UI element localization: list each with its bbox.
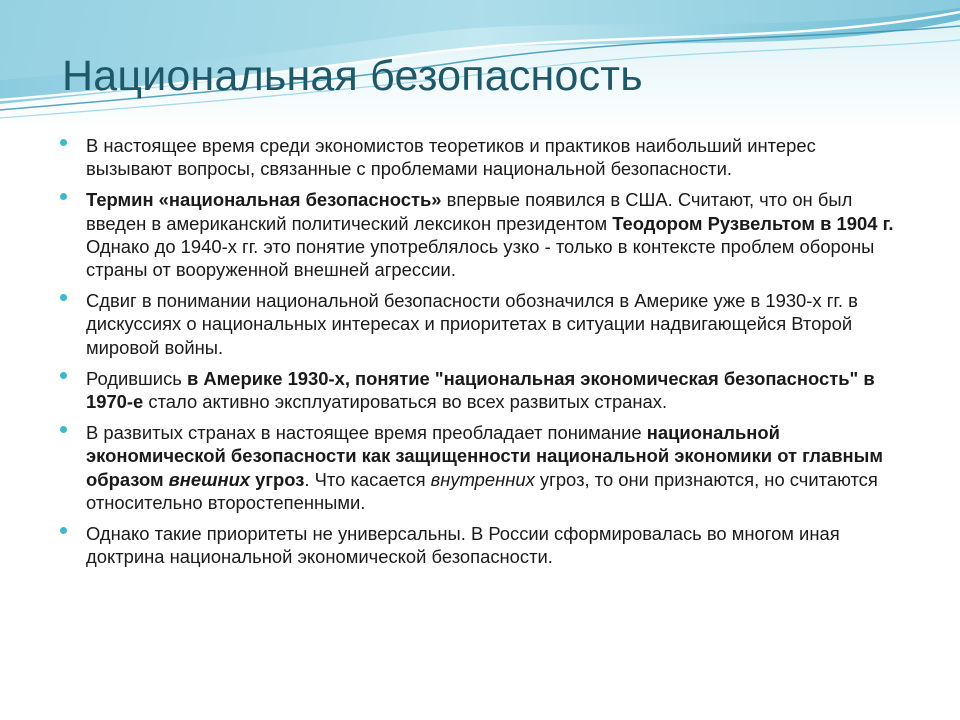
bullet-dot-icon [60,426,67,433]
bullet-text-segment: Теодором Рузвельтом в 1904 г. [612,212,894,234]
bullet-text-segment: впервые появился в США. Считают, что он был введен в американский политический лексикон президентом [86,189,853,234]
bullet-text-segment: Термин «национальная безопасность» [86,189,442,211]
bullet-item [58,421,898,514]
bullet-item [58,289,898,359]
bullet-text-segment: Родившись [86,367,187,389]
bullet-text-segment: Сдвиг в понимании национальной безопасности обозначился в Америке уже в 1930-х гг. в дискуссиях о национальных интересах и приоритетах в ситуации надвигающейся Второй мировой войны. [86,290,858,358]
bullet-text-segment: угроз [250,468,305,490]
bullet-text-segment: внутренних [430,468,535,490]
bullet-item [58,522,898,568]
bullet-text-segment: В настоящее время среди экономистов теоретиков и практиков наибольший интерес вызывают вопросы, связанные с проблемами национальной безопасности. [86,135,816,180]
bullet-text-segment: Однако такие приоритеты не универсальны. В России сформировалась во многом иная доктрина национальной экономической безопасности. [86,523,840,568]
bullet-text-segment: в Америке 1930-х, понятие "национальная экономическая безопасность" в 1970-е [86,367,875,413]
bullet-dot-icon [60,372,67,379]
bullet-text-segment: угроз, то они признаются, но считаются относительно второстепенными. [86,468,878,513]
bullet-dot-icon [60,294,67,301]
bullet-dot-icon [60,193,67,200]
bullet-dot-icon [60,139,67,146]
bullet-text-segment: В развитых странах в настоящее время преобладает понимание [86,422,647,444]
bullet-list [58,134,898,576]
bullet-item [58,367,898,413]
bullet-text-segment: национальной экономической безопасности как защищенности национальной экономики от главным образом [86,422,883,490]
bullet-text-segment: стало активно эксплуатироваться во всех развитых странах. [143,391,668,413]
bullet-text-segment: внешних [168,468,251,490]
bullet-item [58,134,898,180]
bullet-text-segment: . Что касается [304,468,431,490]
bullet-dot-icon [60,527,67,534]
bullet-item [58,188,898,281]
bullet-text-segment: Однако до 1940-х гг. это понятие употреблялось узко - только в контексте проблем обороны страны от вооруженной внешней агрессии. [86,235,875,281]
slide-title: Национальная безопасность [62,52,643,100]
